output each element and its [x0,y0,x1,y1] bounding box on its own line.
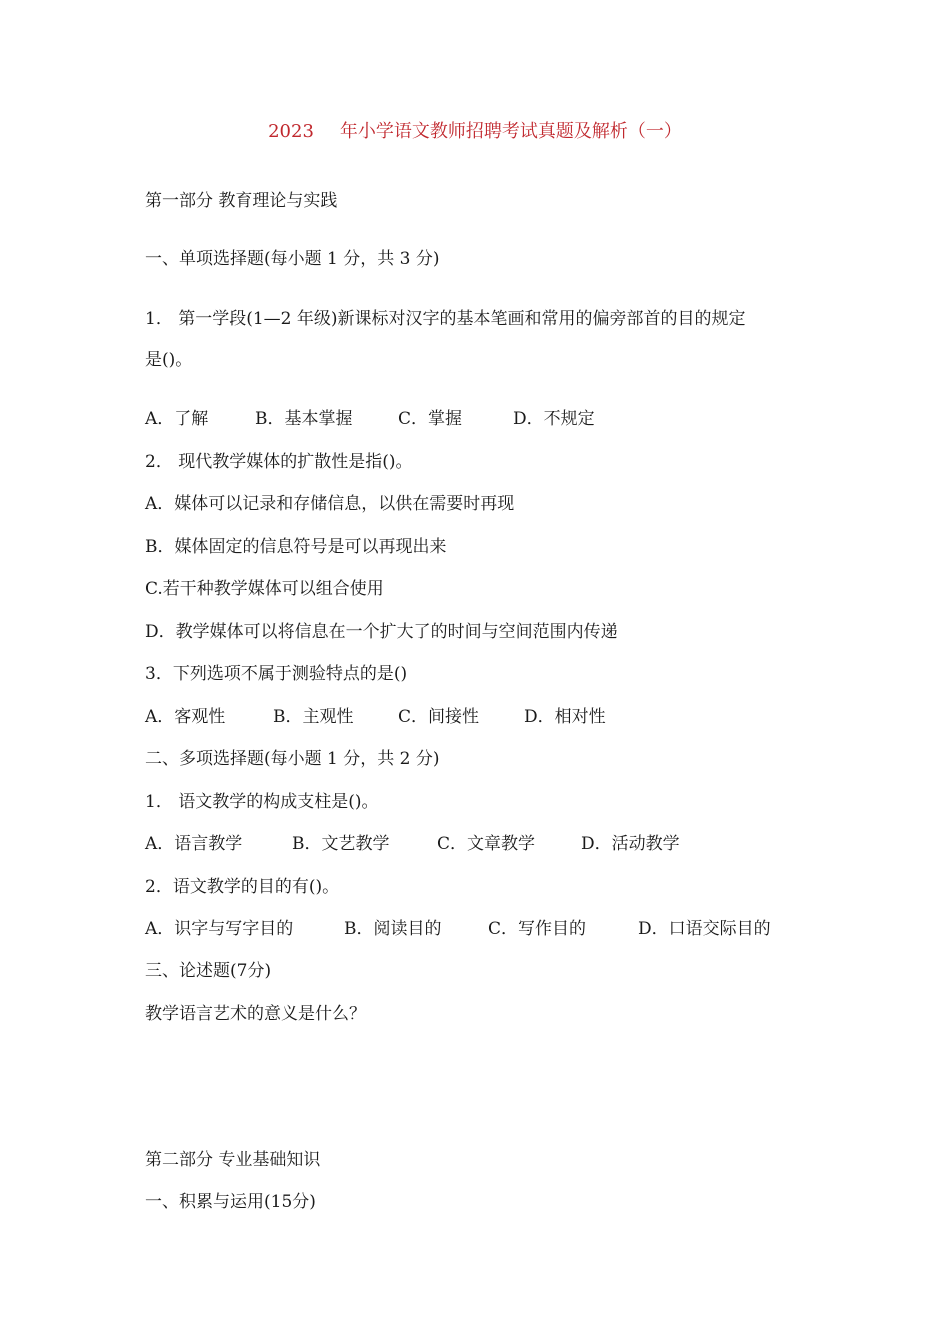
option-b: B．主观性 [273,707,354,727]
title-year: 2023 [268,121,314,142]
essay-question: 教学语言艺术的意义是什么？ [145,1004,366,1024]
option-b: B．阅读目的 [344,919,442,939]
title-text: 年小学语文教师招聘考试真题及解析（一） [339,121,682,142]
question-2-option-a: A．媒体可以记录和存储信息，以供在需要时再现 [145,494,515,514]
option-b: B．文艺教学 [292,834,390,854]
part1-heading: 第一部分 教育理论与实践 [145,191,338,211]
option-b: B．基本掌握 [255,409,353,429]
part2-section1-heading: 一、积累与运用(15分) [145,1192,316,1212]
document-title [0,120,950,144]
option-d: D．不规定 [513,409,595,429]
option-c: C．间接性 [398,707,480,727]
option-c: C．掌握 [398,409,463,429]
option-d: D．相对性 [524,707,606,727]
section2-question-1-stem: 1． 语文教学的构成支柱是()。 [145,792,379,812]
option-a: A．语言教学 [145,834,243,854]
question-2-option-b: B．媒体固定的信息符号是可以再现出来 [145,537,447,557]
question-3-options [145,706,606,728]
section2-question-1-options [145,833,680,855]
section2-question-2-stem: 2．语文教学的目的有()。 [145,877,340,897]
question-2-stem: 2． 现代教学媒体的扩散性是指()。 [145,452,413,472]
option-d: D．口语交际目的 [638,919,771,939]
section3-heading: 三、论述题(7分) [145,961,272,981]
question-1-options [145,408,595,430]
option-c: C．文章教学 [437,834,536,854]
part2-heading: 第二部分 专业基础知识 [145,1150,321,1170]
section2-heading: 二、多项选择题(每小题 1 分，共 2 分) [145,749,440,769]
option-a: A．了解 [145,409,209,429]
option-d: D．活动教学 [581,834,680,854]
section2-question-2-options [145,918,771,940]
question-2-option-c: C.若干种教学媒体可以组合使用 [145,579,384,599]
question-1-line1: 1． 第一学段(1—2 年级)新课标对汉字的基本笔画和常用的偏旁部首的目的规定 [145,309,746,329]
question-1-line2: 是()。 [145,350,193,370]
question-3-stem: 3．下列选项不属于测验特点的是() [145,664,408,684]
section1-heading: 一、单项选择题(每小题 1 分，共 3 分) [145,249,440,269]
option-c: C．写作目的 [488,919,587,939]
question-2-option-d: D．教学媒体可以将信息在一个扩大了的时间与空间范围内传递 [145,622,618,642]
option-a: A．识字与写字目的 [145,919,294,939]
option-a: A．客观性 [145,707,226,727]
